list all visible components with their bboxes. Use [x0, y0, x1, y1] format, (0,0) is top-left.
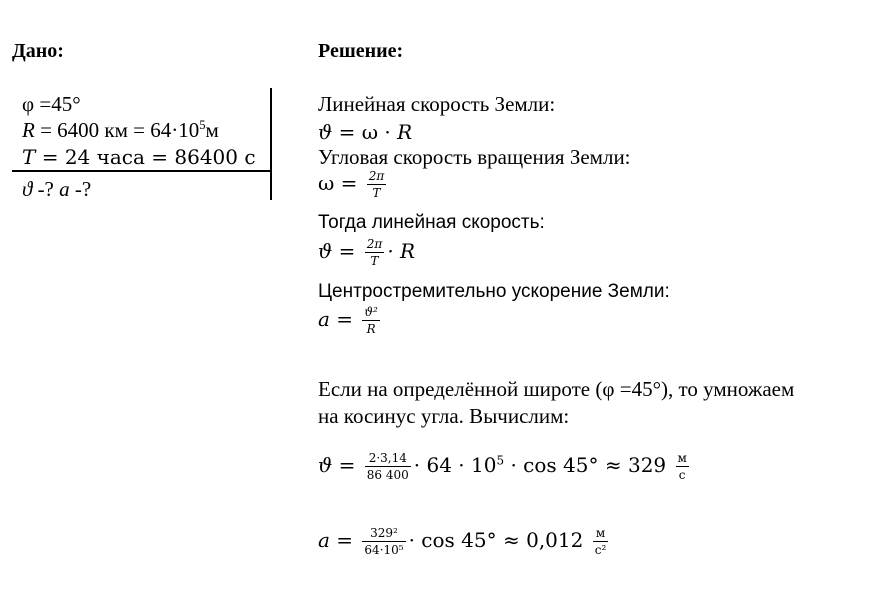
eq3-tail: · R: [387, 239, 416, 263]
calc1-tail: · cos 45° ≈ 329: [504, 453, 673, 477]
eq3-numerator: 2π: [366, 237, 383, 251]
radius-value: = 6400 км = 64·10: [34, 118, 200, 142]
calc1-unit-numerator: м: [677, 451, 687, 465]
period-value: = 24 часа = 86400 с: [35, 145, 256, 169]
given-period: [22, 145, 256, 169]
radius-symbol: R: [22, 118, 35, 142]
linear-speed-label: Линейная скорость Земли:: [318, 92, 556, 116]
calculation-acceleration: [318, 527, 611, 556]
calc1-unit: [676, 452, 689, 481]
calc1-exponent: 5: [496, 453, 505, 468]
calc2-lhs: a: [318, 528, 330, 552]
calc2-denominator: 64·10⁵: [364, 543, 404, 557]
calc1-unit-denominator: с: [678, 468, 686, 482]
calc2-unit-denominator: с²: [594, 543, 607, 557]
calc2-numerator: 329²: [362, 527, 405, 542]
calc2-tail: · cos 45° ≈ 0,012: [408, 528, 590, 552]
given-horizontal-divider: [12, 170, 272, 172]
calc1-op: =: [332, 453, 362, 477]
given-radius: [22, 118, 219, 143]
eq2-op: =: [334, 171, 364, 195]
calc1-numerator: 2·3,14: [365, 452, 411, 467]
angular-speed-label: Угловая скорость вращения Земли:: [318, 145, 631, 169]
calc2-unit-numerator: м: [593, 527, 609, 542]
solution-heading: Решение:: [318, 40, 404, 62]
eq2-lhs: ω: [318, 171, 335, 195]
calc1-mid: · 64 · 10: [413, 453, 497, 477]
calc2-fraction: [362, 527, 405, 556]
equation-linear-speed: [318, 120, 412, 144]
radius-exponent: 5: [199, 118, 206, 132]
paragraph-line-2: на косинус угла. Вычислим:: [318, 404, 570, 428]
eq4-lhs: a: [318, 307, 330, 331]
given-latitude: φ =45°: [22, 92, 81, 116]
eq4-fraction: [362, 306, 379, 335]
equation-angular-speed: [318, 170, 389, 199]
equation-centripetal: [318, 306, 383, 335]
eq4-denominator: R: [366, 322, 376, 336]
calc1-denominator: 86 400: [366, 468, 409, 482]
eq4-op: =: [329, 307, 360, 331]
given-heading: Дано:: [12, 40, 64, 62]
eq3-lhs: ϑ: [318, 239, 333, 263]
radius-unit: м: [205, 118, 219, 142]
eq1-op: = ω ·: [332, 120, 398, 144]
eq3-fraction: [365, 238, 385, 267]
given-vertical-divider: [270, 88, 272, 200]
eq1-rhs: R: [397, 120, 413, 144]
calculation-velocity: [318, 452, 692, 481]
calc2-op: =: [329, 528, 360, 552]
paragraph-line-1: Если на определённой широте (φ =45°), то умножаем: [318, 377, 795, 401]
equation-linear-speed-expanded: [318, 238, 415, 267]
eq1-lhs: ϑ: [318, 120, 333, 144]
find-line: [22, 177, 91, 202]
calc2-unit: [593, 527, 609, 556]
find-accel-q: -?: [69, 177, 92, 201]
centripetal-label: Центростремительно ускорение Земли:: [318, 281, 670, 302]
find-velocity-symbol: ϑ: [22, 177, 33, 201]
calc1-fraction: [365, 452, 411, 481]
eq3-op: =: [332, 239, 362, 263]
find-velocity-q: -?: [32, 177, 60, 201]
eq2-numerator: 2π: [368, 169, 385, 183]
eq2-fraction: [367, 170, 387, 199]
eq3-denominator: T: [370, 254, 379, 268]
eq2-denominator: T: [372, 186, 381, 200]
find-accel-symbol: a: [59, 177, 70, 201]
then-label: Тогда линейная скорость:: [318, 212, 545, 233]
calc1-lhs: ϑ: [318, 453, 333, 477]
eq4-numerator: ϑ²: [364, 305, 378, 319]
period-symbol: T: [22, 145, 36, 169]
